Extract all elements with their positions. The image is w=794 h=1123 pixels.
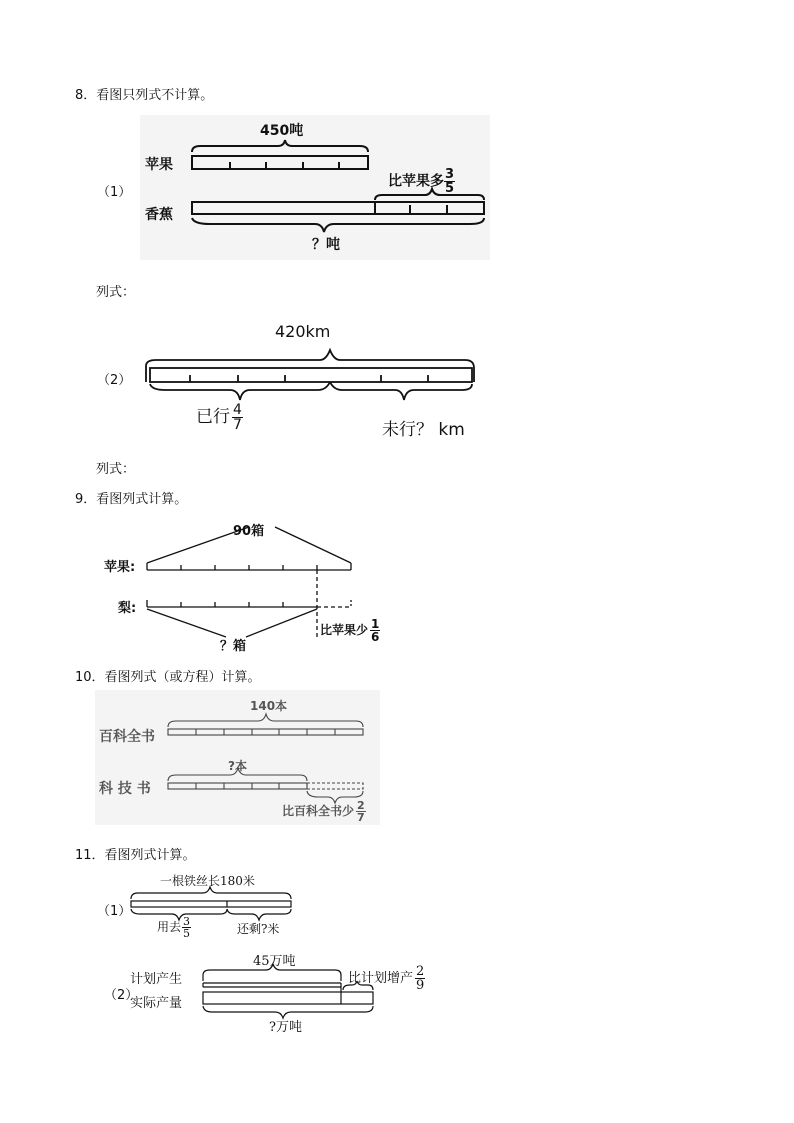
fraction-numerator: 3 xyxy=(445,167,455,182)
science-book-label: 科 技 书 xyxy=(99,781,151,797)
increase-brace xyxy=(343,981,373,990)
used-text: 用去 xyxy=(157,920,182,934)
fraction-denominator: 6 xyxy=(371,630,380,644)
fraction-numerator: 2 xyxy=(416,964,425,979)
q9-heading: 9．看图列式计算。 xyxy=(75,492,188,507)
encyclopedia-label: 百科全书 xyxy=(99,729,155,745)
q9-apple-label: 苹果: xyxy=(104,560,136,575)
fraction-denominator: 5 xyxy=(445,181,455,196)
banana-label: 香蕉 xyxy=(145,207,173,223)
actual-bar xyxy=(203,992,373,1004)
q8-answer-2: 列式： xyxy=(96,462,136,477)
q9-question-label: ？箱 xyxy=(220,639,247,654)
fraction-denominator: 9 xyxy=(416,978,425,993)
q8-part1-number: （1） xyxy=(97,185,132,200)
planned-top-brace xyxy=(203,964,341,981)
banana-question-label: ？吨 xyxy=(312,237,340,253)
fraction-numerator: 2 xyxy=(357,799,365,812)
remaining-label: 未行？ km xyxy=(382,420,465,440)
q10-heading: 10．看图列式（或方程）计算。 xyxy=(75,670,261,685)
apple-label: 苹果 xyxy=(145,157,173,173)
fraction-numerator: 1 xyxy=(371,617,380,631)
distance-total-label: 420km xyxy=(275,322,331,341)
fraction-numerator: 4 xyxy=(233,401,242,418)
planned-output-label: 计划产生 xyxy=(130,972,183,987)
fraction-denominator: 5 xyxy=(183,927,191,940)
travelled-text: 已行 xyxy=(196,407,230,427)
q8-heading: 8．看图只列式不计算。 xyxy=(75,88,214,103)
fraction-denominator: 7 xyxy=(357,811,365,824)
fraction-denominator: 7 xyxy=(233,416,242,433)
actual-bottom-brace xyxy=(203,1006,373,1018)
more-text: 比苹果多 xyxy=(388,173,444,190)
wire-length-label: 一根铁丝长180米 xyxy=(160,874,255,888)
q9-pear-label: 梨: xyxy=(118,601,137,616)
q10-question-label: ?本 xyxy=(228,759,247,773)
planned-total-label: 45万吨 xyxy=(253,954,296,969)
less-text: 比苹果少 xyxy=(320,623,369,637)
remaining-wire-label: 还剩?米 xyxy=(237,922,280,936)
apple-total-label: 450吨 xyxy=(260,123,304,139)
actual-question-label: ?万吨 xyxy=(269,1020,302,1035)
increase-text: 比计划增产 xyxy=(348,971,414,986)
q11-part1-number: （1） xyxy=(97,904,132,919)
q10-total-label: 140本 xyxy=(250,699,288,713)
actual-output-label: 实际产量 xyxy=(130,996,183,1011)
q8-answer-1: 列式： xyxy=(96,285,136,300)
q11-heading: 11．看图列式计算。 xyxy=(75,848,196,863)
q8-part2-number: （2） xyxy=(97,373,132,388)
fraction-numerator: 3 xyxy=(183,915,191,928)
q9-total-label: 90箱 xyxy=(233,524,265,539)
less-text: 比百科全书少 xyxy=(282,804,355,818)
q11-part2-number: （2） xyxy=(104,988,139,1003)
